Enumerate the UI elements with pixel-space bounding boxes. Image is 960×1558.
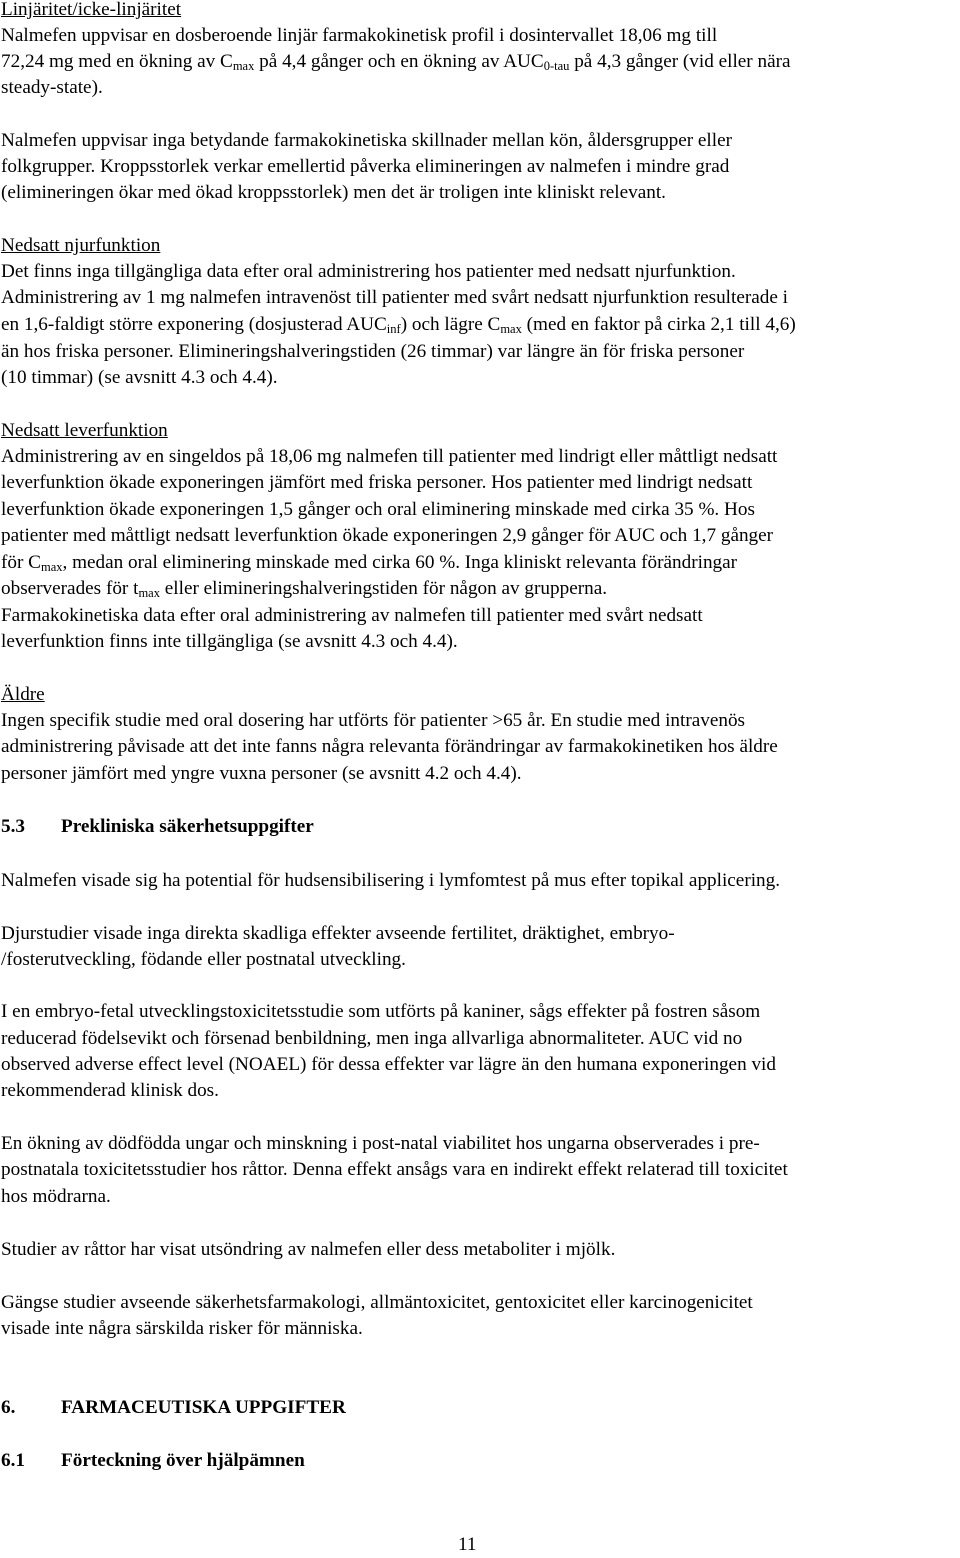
text-line: personer jämfört med yngre vuxna personer (se avsnitt 4.2 och 4.4). — [1, 763, 522, 784]
text-line: leverfunktion ökade exponeringen jämfört med friska personer. Hos patienter med lindrigt nedsatt — [1, 472, 753, 493]
page-number: 11 — [458, 1534, 477, 1555]
text-line: En ökning av dödfödda ungar och minskning i post-natal viabilitet hos ungarna observerades i pre- — [1, 1133, 760, 1154]
text-line: reducerad födelsevikt och försenad benbildning, men inga allvarliga abnormaliteter. AUC vid no — [1, 1028, 743, 1049]
text-line: för $C_{max}$, medan oral eliminering minskade med cirka 60 %. Inga kliniskt relevanta förändringar — [1, 552, 738, 574]
section-title-6: FARMACEUTISKA UPPGIFTER — [61, 1397, 346, 1418]
text-line: än hos friska personer. Elimineringshalveringstiden (26 timmar) var längre än för friska personer — [1, 341, 745, 362]
text-line: Studier av råttor har visat utsöndring av nalmefen eller dess metaboliter i mjölk. — [1, 1239, 616, 1260]
section-number-6-1: 6.1 — [1, 1450, 25, 1471]
text-line: Administrering av en singeldos på 18,06 mg nalmefen till patienter med lindrigt eller måttligt nedsatt — [1, 446, 778, 467]
text-line: postnatala toxicitetsstudier hos råttor. Denna effekt ansågs vara en indirekt effekt relaterad till toxicitet — [1, 1159, 788, 1180]
text-line: Djurstudier visade inga direkta skadliga effekter avseende fertilitet, dräktighet, embryo- — [1, 923, 675, 944]
section-number-6: 6. — [1, 1397, 16, 1418]
text-line: I en embryo-fetal utvecklingstoxicitetsstudie som utförts på kaniner, sågs effekter på fostren såsom — [1, 1001, 761, 1022]
section-title-6-1: Förteckning över hjälpämnen — [61, 1450, 305, 1471]
text-line: observerades för $t_{max}$ eller elimineringshalveringstiden för någon av grupperna. — [1, 578, 608, 600]
text-line: en 1,6-faldigt större exponering (dosjusterad $AUC_{inf}$) och lägre $C_{max}$ (med en faktor på cirka 2,1 till 4,6) — [1, 314, 796, 336]
text-line: Gängse studier avseende säkerhetsfarmakologi, allmäntoxicitet, gentoxicitet eller karcinogenicitet — [1, 1292, 753, 1313]
section-number-5-3: 5.3 — [1, 816, 25, 837]
text-line: leverfunktion finns inte tillgängliga (se avsnitt 4.3 och 4.4). — [1, 631, 458, 652]
section-title-5-3: Prekliniska säkerhetsuppgifter — [61, 816, 314, 837]
text-line: folkgrupper. Kroppsstorlek verkar emellertid påverka elimineringen av nalmefen i mindre grad — [1, 156, 730, 177]
text-line: 72,24 mg med en ökning av $C_{max}$ på 4,4 gånger och en ökning av $AUC_{0-tau}$ på 4,3 gånger (vid eller nära — [1, 51, 791, 73]
text-line: visade inte några särskilda risker för människa. — [1, 1318, 363, 1339]
text-line: hos mödrarna. — [1, 1186, 111, 1207]
text-line: (elimineringen ökar med ökad kroppsstorlek) men det är troligen inte kliniskt relevant. — [1, 182, 666, 203]
text-line: Administrering av 1 mg nalmefen intravenöst till patienter med svårt nedsatt njurfunktion resulterade i — [1, 287, 789, 308]
text-line: observed adverse effect level (NOAEL) för dessa effekter var lägre än den humana exponeringen vid — [1, 1054, 776, 1075]
heading-hepatic: Nedsatt leverfunktion — [1, 420, 168, 441]
heading-renal: Nedsatt njurfunktion — [1, 235, 161, 256]
text-line: Det finns inga tillgängliga data efter oral administrering hos patienter med nedsatt njurfunktion. — [1, 261, 736, 282]
text-line: administrering påvisade att det inte fanns några relevanta förändringar av farmakokinetiken hos äldre — [1, 736, 778, 757]
text-line: steady-state). — [1, 77, 103, 98]
text-line: Farmakokinetiska data efter oral administrering av nalmefen till patienter med svårt nedsatt — [1, 605, 703, 626]
text-line: rekommenderad klinisk dos. — [1, 1080, 219, 1101]
text-line: (10 timmar) (se avsnitt 4.3 och 4.4). — [1, 367, 278, 388]
heading-elderly: Äldre — [1, 684, 45, 705]
text-line: leverfunktion ökade exponeringen 1,5 gånger och oral eliminering minskade med cirka 35 %. Hos — [1, 499, 755, 520]
text-line: /fosterutveckling, födande eller postnatal utveckling. — [1, 949, 406, 970]
text-line: patienter med måttligt nedsatt leverfunktion ökade exponeringen 2,9 gånger för AUC och 1,7 gånger — [1, 525, 774, 546]
text-line: Nalmefen uppvisar inga betydande farmakokinetiska skillnader mellan kön, åldersgrupper eller — [1, 130, 732, 151]
heading-linearity: Linjäritet/icke-linjäritet — [1, 0, 182, 20]
text-line: Nalmefen uppvisar en dosberoende linjär farmakokinetisk profil i dosintervallet 18,06 mg till — [1, 25, 718, 46]
text-line: Ingen specifik studie med oral dosering har utförts för patienter >65 år. En studie med intravenös — [1, 710, 746, 731]
text-line: Nalmefen visade sig ha potential för hudsensibilisering i lymfomtest på mus efter topikal applicering. — [1, 870, 781, 891]
